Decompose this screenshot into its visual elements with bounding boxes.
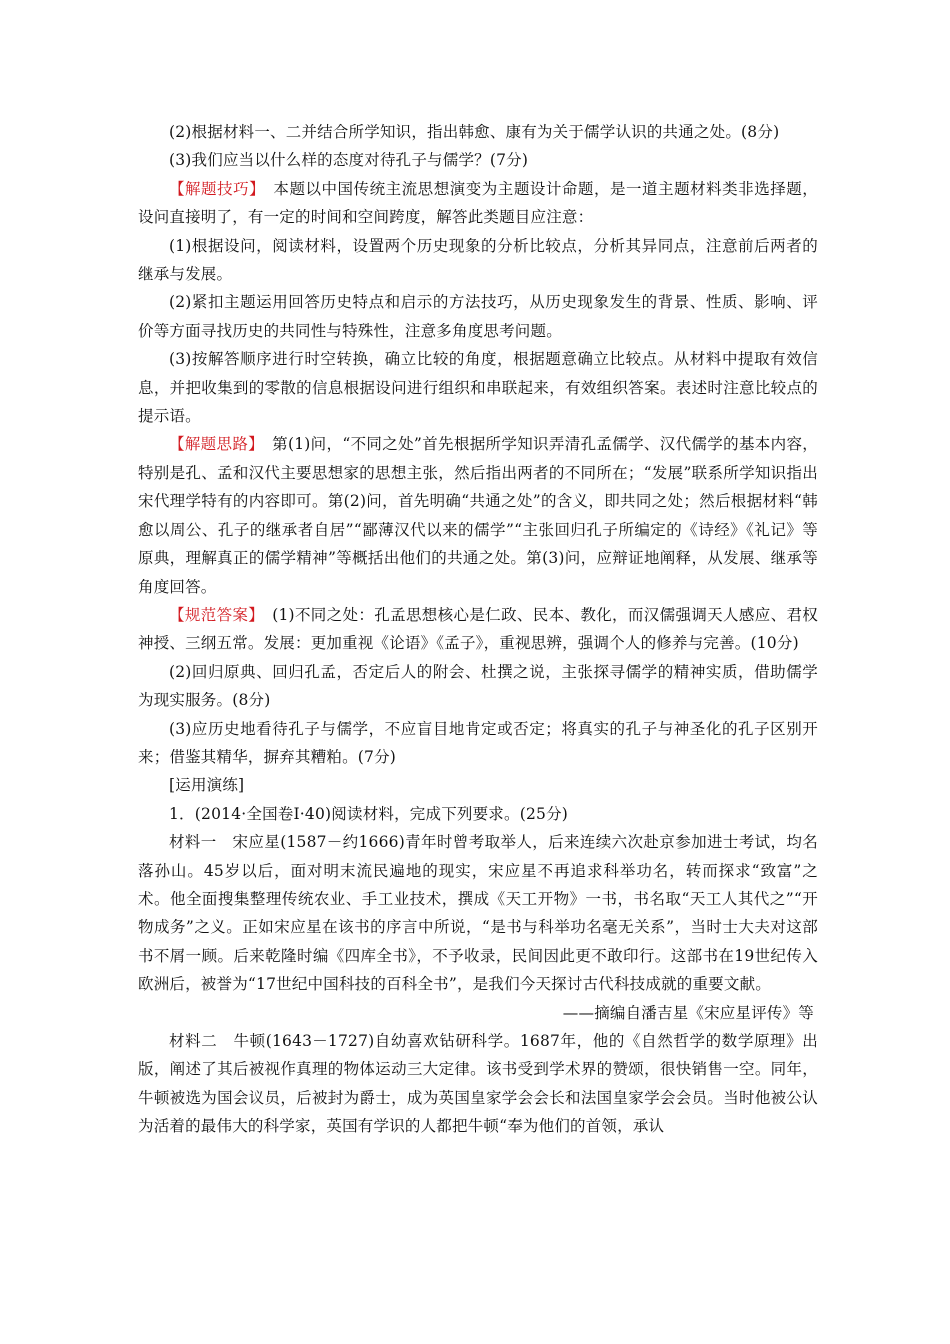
answer-3: (3)应历史地看待孔子与儒学，不应盲目地肯定或否定；将真实的孔子与神圣化的孔子区别开来；借鉴其精华，摒弃其糟粕。(7分) <box>138 719 818 766</box>
skills-intro-text: 本题以中国传统主流思想演变为主题设计命题，是一道主题材料类非选择题，设问直接明了，有一定的时间和空间跨度，解答此类题目应注意： <box>138 179 818 227</box>
material-1-source: ——摘编自潘吉星《宋应星评传》等 <box>562 1003 814 1022</box>
ideas-paragraph <box>138 430 818 600</box>
question-3: (3)我们应当以什么样的态度对待孔子与儒学？(7分) <box>169 151 529 170</box>
document-page <box>138 118 818 1141</box>
question-2: (2)根据材料一、二并结合所学知识，指出韩愈、康有为关于儒学认识的共通之处。(8分) <box>169 123 780 141</box>
skills-tag: 【解题技巧】 <box>169 179 258 198</box>
answer-1-text: (1)不同之处：孔孟思想核心是仁政、民本、教化，而汉儒强调天人感应、君权神授、三纲五常。发展：更加重视《论语》《孟子》，重视思辨，强调个人的修养与完善。(10分) <box>138 605 819 653</box>
practice-question-1: 1．(2014·全国卷Ⅰ·40)阅读材料，完成下列要求。(25分) <box>169 804 569 823</box>
skills-point-2: (2)紧扣主题运用回答历史特点和启示的方法技巧，从历史现象发生的背景、性质、影响、评价等方面寻找历史的共同性与特殊性，注意多角度思考问题。 <box>138 293 818 340</box>
skills-intro <box>138 175 818 232</box>
answer-2: (2)回归原典、回归孔孟，否定后人的附会、杜撰之说，主张探寻儒学的精神实质，借助儒学为现实服务。(8分) <box>138 662 818 710</box>
ideas-tag: 【解题思路】 <box>169 435 257 454</box>
skills-point-3: (3)按解答顺序进行时空转换，确立比较的角度，根据题意确立比较点。从材料中提取有效信息，并把收集到的零散的信息根据设问进行组织和串联起来，有效组织答案。表述时注意比较点的提示语。 <box>138 350 818 426</box>
practice-heading: [运用演练] <box>169 776 245 795</box>
material-2: 材料二 牛顿(1643－1727)自幼喜欢钻研科学。1687年，他的《自然哲学的数学原理》出版，阐述了其后被视作真理的物体运动三大定律。该书受到学术界的赞颂，很快销售一空。同年，牛顿被选为国会议员，后被封为爵士，成为英国皇家学会会长和法国皇家学会会员。当时他被公认为活着的最伟大的科学家，英国有学识的人都把牛顿“奉为他们的首领，承认 <box>138 1032 818 1136</box>
ideas-text: 第(1)问，“不同之处”首先根据所学知识弄清孔孟儒学、汉代儒学的基本内容，特别是孔、孟和汉代主要思想家的思想主张，然后指出两者的不同所在；“发展”联系所学知识指出宋代理学特有的内容即可。第(2)问，首先明确“共通之处”的含义，即共同之处；然后根据材料“韩愈以周公、孔子的继承者自居”“鄙薄汉代以来的儒学”“主张回归孔子所编定的《诗经》《礼记》等原典，理解真正的儒学精神”等概括出他们的共通之处。第(3)问，应辩证地阐释，从发展、继承等角度回答。 <box>138 435 818 596</box>
answer-tag: 【规范答案】 <box>169 605 257 624</box>
material-1: 材料一 宋应星(1587－约1666)青年时曾考取举人，后来连续六次赴京参加进士考试，均名落孙山。45岁以后，面对明末流民遍地的现实，宋应星不再追求科举功名，转而探求“致富”之术。他全面搜集整理传统农业、手工业技术，撰成《天工开物》一书，书名取“天工人其代之”“开物成务”之义。正如宋应星在该书的序言中所说，“是书与科举功名毫无关系”，当时士大夫对这部书不屑一顾。后来乾隆时编《四库全书》，不予收录，民间因此更不敢印行。这部书在19世纪传入欧洲后，被誉为“17世纪中国科技的百科全书”，是我们今天探讨古代科技成就的重要文献。 <box>138 833 818 994</box>
answer-1 <box>138 601 818 658</box>
skills-point-1: (1)根据设问，阅读材料，设置两个历史现象的分析比较点，分析其异同点，注意前后两者的继承与发展。 <box>138 236 818 284</box>
